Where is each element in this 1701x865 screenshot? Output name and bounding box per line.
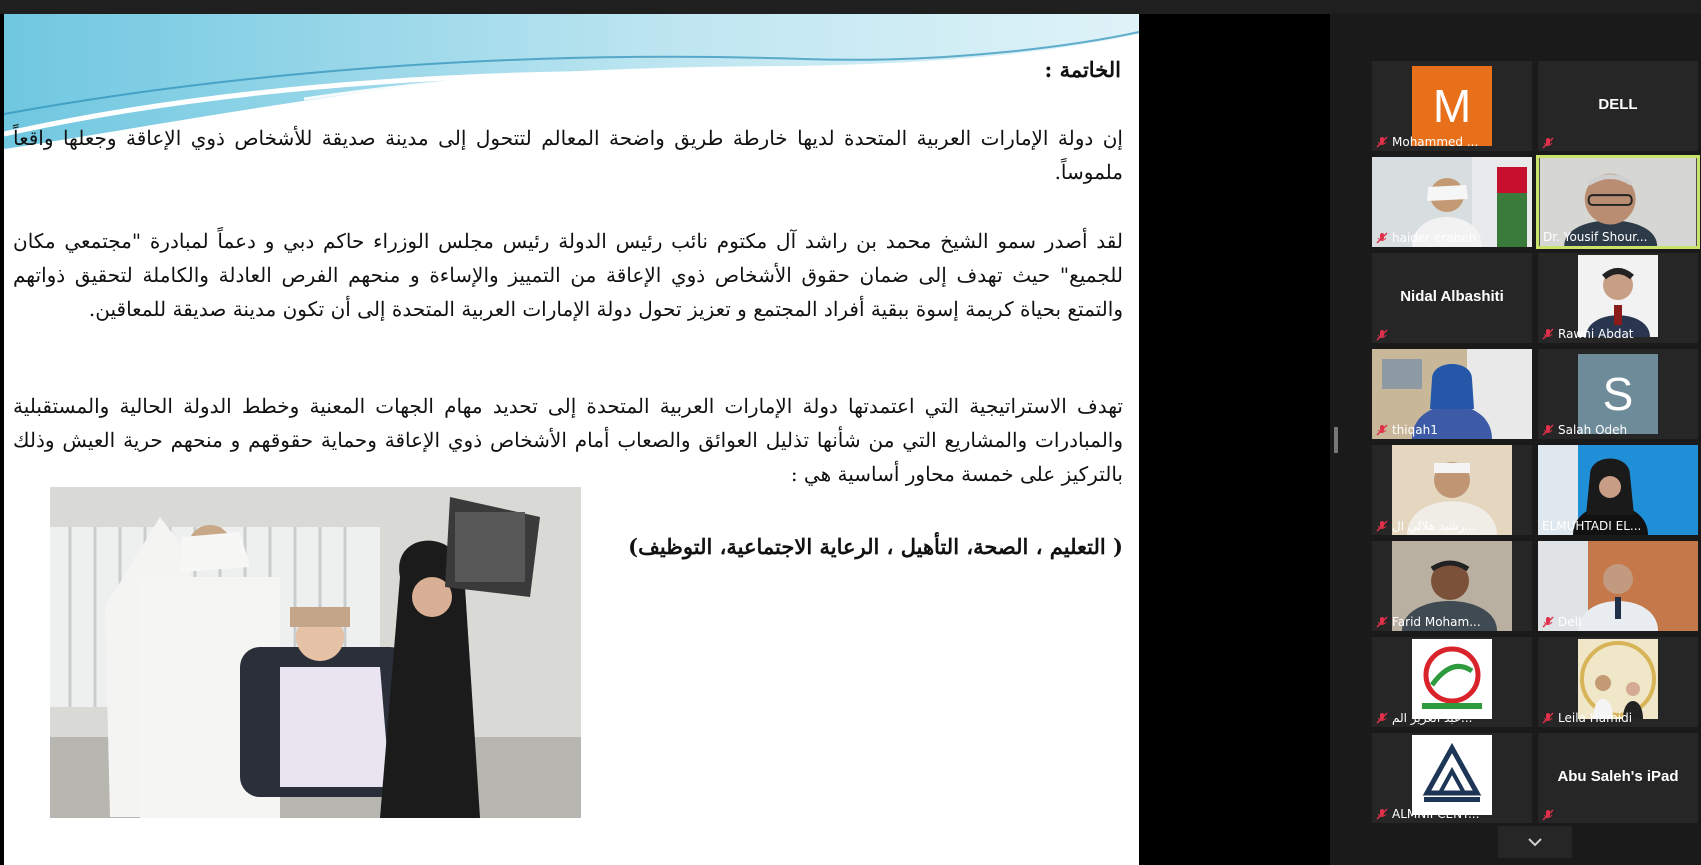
slide-paragraph-1: إن دولة الإمارات العربية المتحدة لديها خارطة طريق واضحة المعالم لتتحول إلى مدينة صديقة للأشخاص ذوي الإعاقة وجعلها واقعاً ملموساً. xyxy=(13,126,1123,184)
participant-gallery xyxy=(1350,14,1701,865)
presentation-slide xyxy=(4,14,1139,865)
slide-paragraph-3: تهدف الاستراتيجية التي اعتمدتها دولة الإمارات العربية المتحدة إلى تحديد مهام الجهات المعنية وخطط الدولة الحالية والمستقبلية والمبادرات والمشاريع التي من شأنها تذليل العوائق والصعاب أمام الأشخاص ذوي الإعاقة وحماية حقوقهم و منحهم حرية العيش وذلك بالتركيز على خمسة محاور أساسية هي : xyxy=(13,394,1123,486)
participant-tile-11[interactable] xyxy=(1372,541,1532,631)
muted-mic-icon xyxy=(1376,136,1388,148)
participant-tile-6[interactable] xyxy=(1538,253,1698,343)
gallery-scroll-down-button[interactable] xyxy=(1498,826,1572,858)
participant-tile-16[interactable] xyxy=(1538,733,1698,823)
participant-name: Rawhi Abdat xyxy=(1558,327,1634,341)
participant-tile-15[interactable] xyxy=(1372,733,1532,823)
muted-mic-icon xyxy=(1376,329,1388,341)
participant-name: Mohammed ... xyxy=(1392,135,1479,149)
participant-tile-1[interactable] xyxy=(1372,61,1532,151)
participant-avatar: M xyxy=(1412,66,1492,146)
participant-name: haider erabeh xyxy=(1392,231,1477,245)
participant-name: عبد العزيز الم... xyxy=(1392,711,1473,725)
participant-name: thiqah1 xyxy=(1392,423,1438,437)
participant-name: ELMUHTADI EL... xyxy=(1542,519,1642,533)
muted-mic-icon xyxy=(1542,616,1554,628)
participant-tile-3[interactable] xyxy=(1372,157,1532,247)
muted-mic-icon xyxy=(1542,137,1554,149)
participant-tile-10[interactable] xyxy=(1538,445,1698,535)
top-bar xyxy=(0,0,1701,14)
participant-name: Farid Moham... xyxy=(1392,615,1481,629)
participant-tile-9[interactable] xyxy=(1372,445,1532,535)
screen-share-area xyxy=(0,14,1330,865)
participant-tile-2[interactable] xyxy=(1538,61,1698,151)
participant-name: ALMNII CENT... xyxy=(1392,807,1480,821)
chevron-down-icon xyxy=(1527,837,1543,847)
participant-tile-4[interactable] xyxy=(1536,155,1700,249)
slide-pillars: ( التعليم ، الصحة، التأهيل ، الرعاية الاجتماعية، التوظيف) xyxy=(628,534,1123,559)
participant-name: Dr. Yousif Shour... xyxy=(1543,230,1648,244)
muted-mic-icon xyxy=(1376,712,1388,724)
muted-mic-icon xyxy=(1542,712,1554,724)
participant-name: Leila Hamidi xyxy=(1558,711,1633,725)
participant-center-label: DELL xyxy=(1598,96,1638,113)
participant-avatar: S xyxy=(1578,354,1658,434)
slide-photo xyxy=(50,487,581,818)
participant-tile-13[interactable] xyxy=(1372,637,1532,727)
muted-mic-icon xyxy=(1376,616,1388,628)
participant-center-label: Abu Saleh's iPad xyxy=(1557,768,1679,785)
slide-paragraph-2: لقد أصدر سمو الشيخ محمد بن راشد آل مكتوم نائب رئيس الدولة رئيس مجلس الوزراء حاكم دبي و دعماً لمبادرة "مجتمعي مكان للجميع" حيث تهدف إلى ضمان حقوق الأشخاص ذوي الإعاقة من التمييز والإساءة و منحهم الفرص العادلة والكاملة لتحقيق ذواتهم والتمتع بحياة كريمة إسوة ببقية أفراد المجتمع و تعزيز تحول دولة الإمارات العربية المتحدة إلى أن تكون مدينة صديقة للمعاقين. xyxy=(13,229,1123,321)
muted-mic-icon xyxy=(1542,809,1554,821)
muted-mic-icon xyxy=(1376,808,1388,820)
participant-name: رشيد هلالي ال... xyxy=(1392,519,1477,533)
participant-tile-14[interactable] xyxy=(1538,637,1698,727)
participant-tile-8[interactable] xyxy=(1538,349,1698,439)
muted-mic-icon xyxy=(1376,232,1388,244)
slide-title: الخاتمة : xyxy=(1044,57,1121,82)
muted-mic-icon xyxy=(1376,520,1388,532)
panel-resize-handle[interactable] xyxy=(1334,427,1338,453)
participant-tile-7[interactable] xyxy=(1372,349,1532,439)
muted-mic-icon xyxy=(1542,328,1554,340)
participant-tile-12[interactable] xyxy=(1538,541,1698,631)
muted-mic-icon xyxy=(1376,424,1388,436)
participant-center-label: Nidal Albashiti xyxy=(1400,288,1504,305)
participant-name: Salah Odeh xyxy=(1558,423,1628,437)
muted-mic-icon xyxy=(1542,424,1554,436)
slide-photo-illustration xyxy=(50,487,581,818)
participant-name: Dell xyxy=(1558,615,1582,629)
participant-tile-5[interactable] xyxy=(1372,253,1532,343)
